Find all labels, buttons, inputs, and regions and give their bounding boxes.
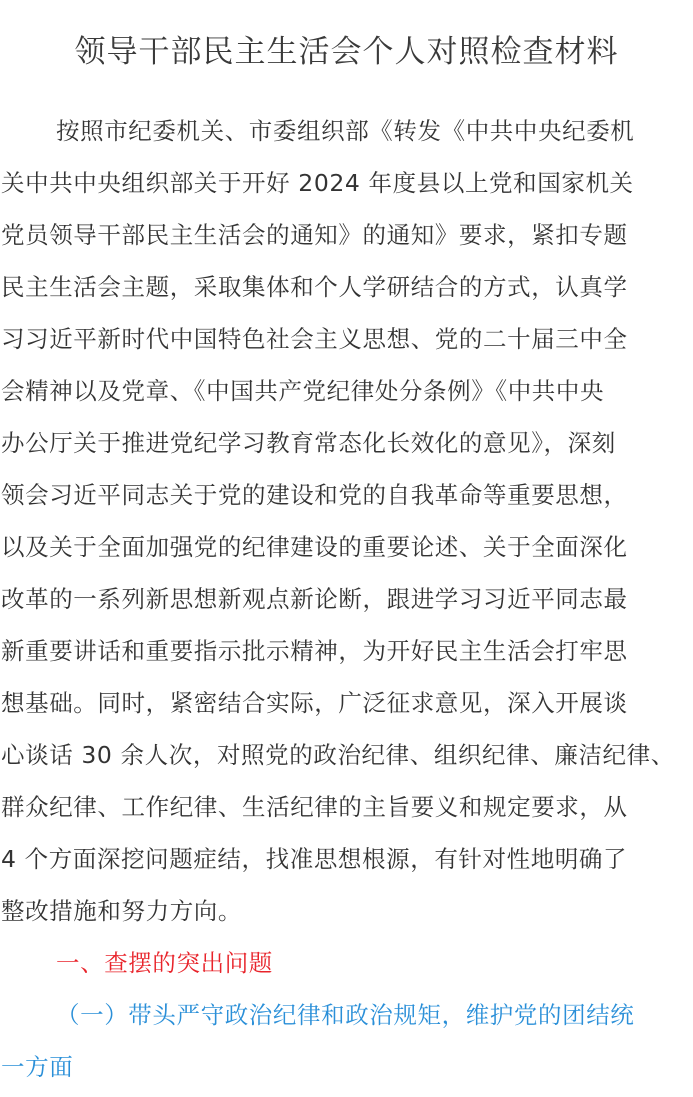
paragraph-line: 心谈话 30 余人次，对照党的政治纪律、组织纪律、廉洁纪律、 (1, 741, 675, 769)
paragraph-line: 关中共中央组织部关于开好 2024 年度县以上党和国家机关 (1, 169, 634, 197)
paragraph-line: 4 个方面深挖问题症结，找准思想根源，有针对性地明确了 (1, 845, 628, 873)
paragraph-line: 党员领导干部民主生活会的通知》的通知》要求，紧扣专题 (1, 221, 628, 249)
paragraph-line: 民主生活会主题，采取集体和个人学研结合的方式，认真学 (1, 273, 628, 301)
paragraph-line: 以及关于全面加强党的纪律建设的重要论述、关于全面深化 (1, 533, 628, 561)
paragraph-line: 想基础。同时，紧密结合实际，广泛征求意见，深入开展谈 (1, 689, 628, 717)
subsection-heading-line: （一）带头严守政治纪律和政治规矩，维护党的团结统 (56, 1001, 635, 1029)
paragraph-line: 整改措施和努力方向。 (1, 897, 242, 925)
paragraph-line: 领会习近平同志关于党的建设和党的自我革命等重要思想， (1, 481, 628, 509)
paragraph-line: 新重要讲话和重要指示批示精神，为开好民主生活会打牢思 (1, 637, 628, 665)
paragraph-line: 群众纪律、工作纪律、生活纪律的主旨要义和规定要求，从 (1, 793, 628, 821)
paragraph-line: 习习近平新时代中国特色社会主义思想、党的二十届三中全 (1, 325, 628, 353)
subsection-heading-line: 一方面 (1, 1053, 74, 1081)
paragraph-line: 办公厅关于推进党纪学习教育常态化长效化的意见》，深刻 (1, 429, 616, 457)
paragraph-line: 按照市纪委机关、市委组织部《转发《中共中央纪委机 (56, 117, 635, 145)
paragraph-line: 会精神以及党章、《中国共产党纪律处分条例》《中共中央 (1, 377, 605, 405)
document-title: 领导干部民主生活会个人对照检查材料 (74, 34, 619, 70)
section-heading: 一、查摆的突出问题 (56, 949, 273, 977)
paragraph-line: 改革的一系列新思想新观点新论断，跟进学习习近平同志最 (1, 585, 628, 613)
